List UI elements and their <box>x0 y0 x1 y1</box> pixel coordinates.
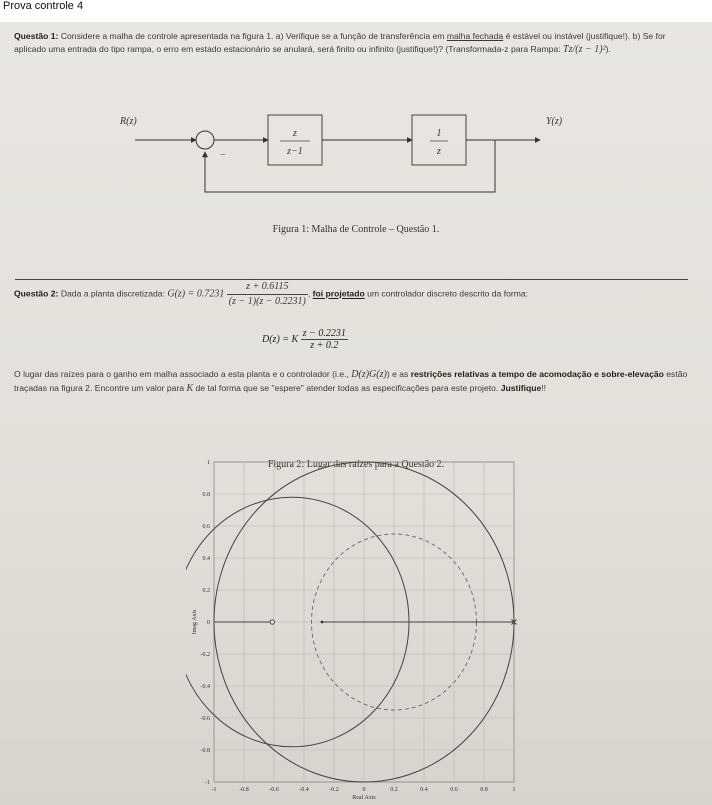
justify-word: Justifique <box>500 382 542 393</box>
y-tick-label: -0.8 <box>200 748 210 754</box>
y-tick-label: 1 <box>207 460 210 466</box>
figure-2-title: Figura 2: Lugar das raízes para a Questão 2. <box>267 459 445 470</box>
figure-1-caption: Figura 1: Malha de Controle – Questão 1. <box>272 224 440 235</box>
controller-lhs: D(z) = K <box>262 333 299 345</box>
question-1-label: Questão 1: <box>14 31 59 41</box>
x-tick-label: 0.2 <box>390 787 398 793</box>
minus-sign: − <box>220 150 226 161</box>
x-tick-label: -0.4 <box>299 787 309 793</box>
plant-numerator: z + 0.6115 <box>227 280 308 295</box>
y-tick-label: -0.6 <box>200 716 210 722</box>
closed-loop-term: malha fechada <box>446 31 504 41</box>
x-tick-label: -0.8 <box>239 787 249 793</box>
x-tick-label: 0.6 <box>450 787 458 793</box>
y-tick-label: 0 <box>207 620 210 626</box>
question-2-end: !! <box>541 382 547 393</box>
question-2-line1 <box>14 280 694 309</box>
x-tick-label: 1 <box>512 787 516 793</box>
question-2-statement <box>14 368 694 396</box>
controller-denominator: z + 0.2 <box>310 340 339 351</box>
y-tick-label: 0.2 <box>202 588 210 594</box>
block-2-denominator: z <box>437 146 441 157</box>
x-tick-label: 0.8 <box>480 787 488 793</box>
plot-ticks <box>201 460 516 793</box>
block-1-denominator: z−1 <box>287 146 303 157</box>
plant-denominator: (z − 1)(z − 0.2231) <box>228 295 306 307</box>
output-label: Y(z) <box>546 116 563 127</box>
block-2-numerator: 1 <box>436 128 442 139</box>
controller-numerator: z − 0.2231 <box>302 328 346 339</box>
gain-symbol: K <box>186 382 194 394</box>
designed-phrase: foi projetado <box>312 288 365 299</box>
plot-curves <box>186 462 517 782</box>
question-1-end: ). <box>605 43 611 54</box>
x-tick-label: -0.6 <box>269 787 279 793</box>
question-2-text-b: um controlador discreto descrito da forma: <box>367 288 529 299</box>
controller-formula <box>262 328 348 351</box>
block-2 <box>412 115 466 165</box>
summing-junction <box>196 131 214 149</box>
ramp-transform: Tz/(z − 1)² <box>563 43 606 55</box>
question-1-text-a: Considere a malha de controle apresentada na figura 1. a) Verifique se a função de transferência em <box>60 31 445 41</box>
plant-fraction <box>227 280 311 309</box>
open-loop-expr: D(z)G(z) <box>351 369 387 380</box>
question-2-text-a: Dada a planta discretizada: <box>60 288 165 299</box>
zero-marker <box>270 620 274 624</box>
question-2-text-c: O lugar das raízes para o ganho em malha associado a esta planta e o controlador (i.e., <box>14 369 349 379</box>
y-tick-label: -0.4 <box>200 684 210 690</box>
plant-separator: , <box>307 288 311 299</box>
question-2-text-e: estão traçadas na figura 2. Encontre um valor para <box>14 369 688 393</box>
feedback-path <box>205 140 495 192</box>
y-tick-label: 0.4 <box>202 556 210 562</box>
locus-point <box>321 621 324 624</box>
x-tick-label: -1 <box>211 787 217 793</box>
x-tick-label: -0.2 <box>329 787 339 793</box>
y-axis-label: Imag Axis <box>192 609 198 635</box>
input-label: R(z) <box>120 116 137 127</box>
question-2-text-f: de tal forma que se "espere" atender todas as especificações para este projeto. <box>195 382 499 393</box>
question-2-text-d: ) e as <box>386 369 409 379</box>
block-diagram <box>0 94 712 214</box>
question-1-text-c: é estável ou instável (justifique!). b) Se for aplicado uma entrada do tipo rampa, o erro em estado estacionário se anulará, será finito ou infinito (justifique!)? (Transformada-z para Rampa: <box>14 31 666 54</box>
block-1-numerator: z <box>293 128 297 139</box>
y-tick-label: -0.2 <box>200 652 210 658</box>
y-tick-label: 0.6 <box>202 524 210 530</box>
constraints-phrase: restrições relativas a tempo de acomodação e sobre-elevação <box>410 369 664 379</box>
root-locus-plot <box>186 454 526 805</box>
x-tick-label: 0 <box>362 787 366 793</box>
question-2-label: Questão 2: <box>14 288 59 299</box>
x-axis-label: Real Axis <box>352 795 376 801</box>
document-title: Prova controle 4 <box>3 0 84 12</box>
block-1 <box>268 115 322 165</box>
exam-sheet <box>0 22 712 805</box>
y-tick-label: -1 <box>205 780 210 786</box>
controller-fraction <box>301 328 348 351</box>
plant-gain: G(z) = 0.7231 <box>167 288 225 300</box>
y-tick-label: 0.8 <box>202 492 210 498</box>
x-tick-label: 0.4 <box>420 787 428 793</box>
question-1-text <box>14 31 690 57</box>
